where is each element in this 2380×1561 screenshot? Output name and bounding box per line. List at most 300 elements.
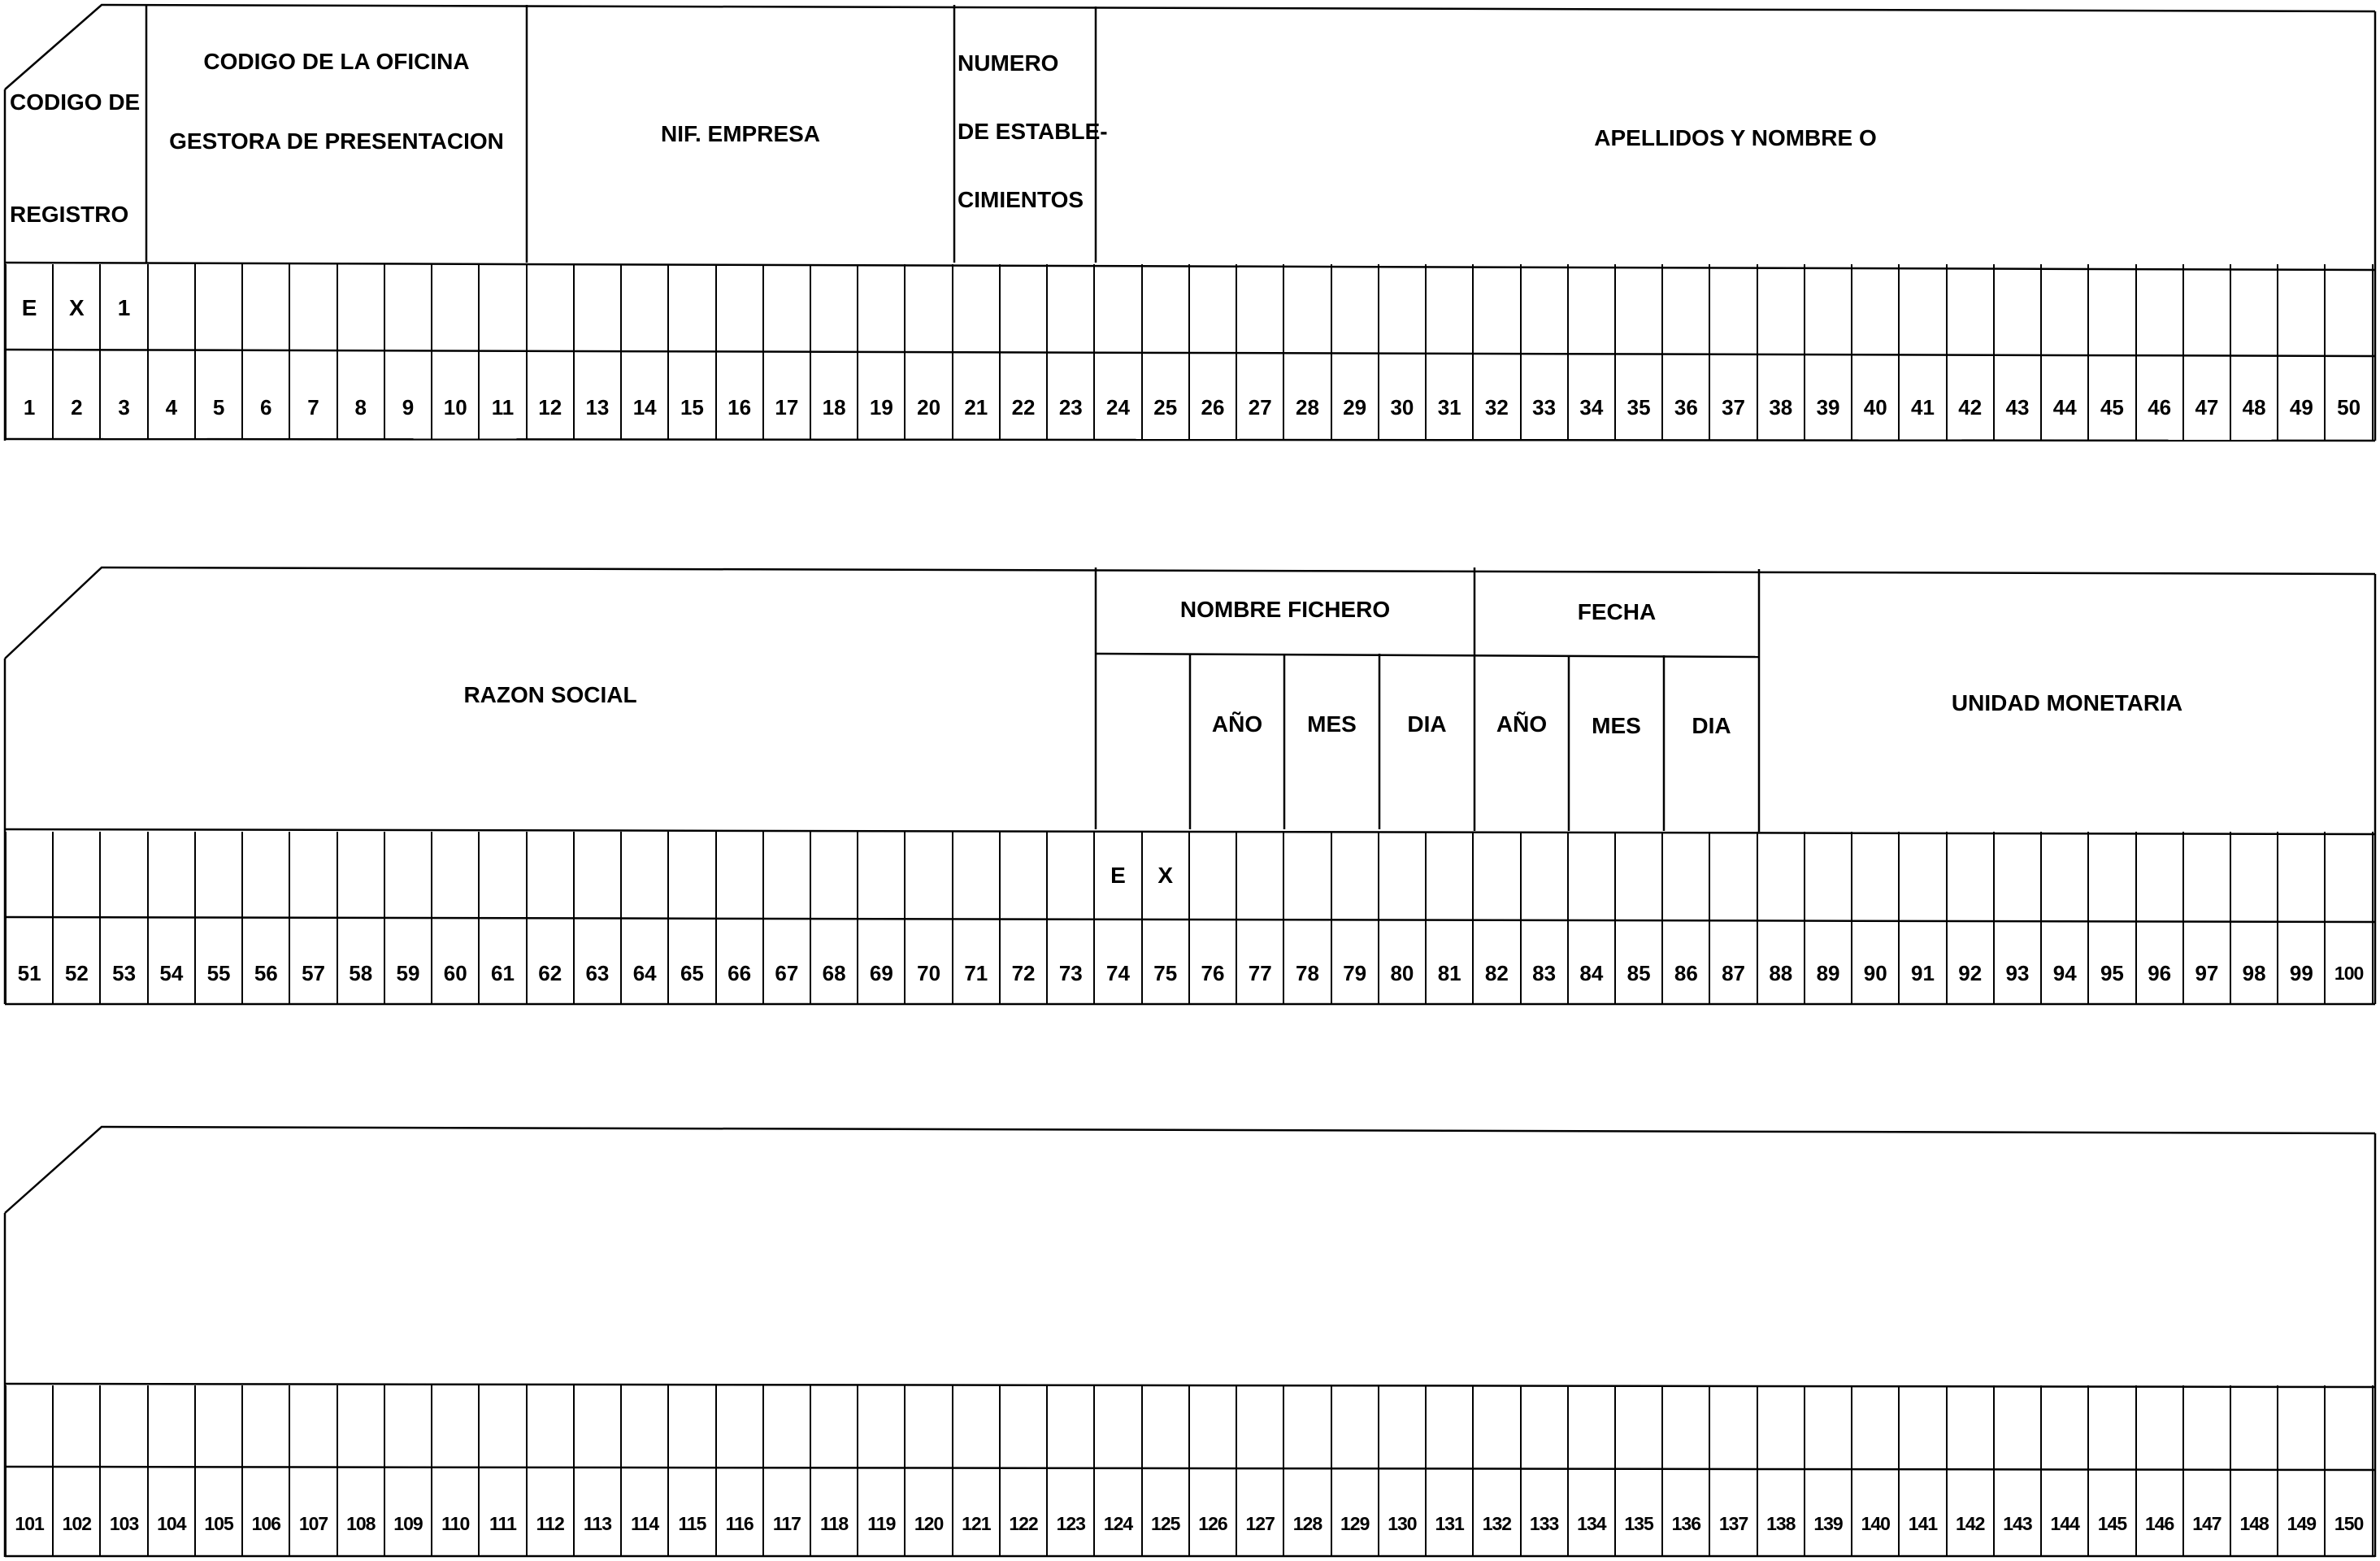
position-number-133: 133 [1520,1468,1567,1556]
position-number-40: 40 [1851,352,1898,440]
position-field-100[interactable] [2324,832,2373,920]
position-number-124: 124 [1093,1468,1140,1556]
position-field-149[interactable] [2277,1385,2324,1468]
position-field-24[interactable] [1093,264,1140,352]
position-field-105[interactable] [194,1385,241,1468]
position-number-6: 6 [241,352,289,440]
position-field-59[interactable] [384,832,431,920]
position-number-46: 46 [2135,352,2182,440]
position-number-130: 130 [1378,1468,1425,1556]
block-1-value-row [5,264,2373,352]
position-field-148[interactable] [2230,1385,2277,1468]
position-number-67: 67 [762,920,810,1004]
block-3-value-row [5,1385,2373,1468]
position-field-117[interactable] [762,1385,810,1468]
position-field-107[interactable] [289,1385,336,1468]
position-number-136: 136 [1661,1468,1709,1556]
position-number-106: 106 [241,1468,289,1556]
position-field-127[interactable] [1236,1385,1283,1468]
position-number-2: 2 [52,352,99,440]
position-field-22[interactable] [999,264,1046,352]
position-number-115: 115 [667,1468,714,1556]
apellidos-header: APELLIDOS Y NOMBRE O [1594,124,1877,150]
position-number-5: 5 [194,352,241,440]
position-field-85[interactable] [1614,832,1661,920]
position-number-139: 139 [1804,1468,1851,1556]
position-number-47: 47 [2182,352,2230,440]
position-field-43[interactable] [1993,264,2040,352]
position-field-143[interactable] [1993,1385,2040,1468]
position-field-41[interactable] [1898,264,1945,352]
position-number-73: 73 [1046,920,1093,1004]
position-number-93: 93 [1993,920,2040,1004]
position-field-86[interactable] [1661,832,1709,920]
position-field-74[interactable] [1093,832,1140,920]
position-number-16: 16 [715,352,762,440]
position-field-71[interactable] [952,832,999,920]
position-number-52: 52 [52,920,99,1004]
position-field-53[interactable] [99,832,146,920]
position-field-7[interactable] [289,264,336,352]
position-number-145: 145 [2087,1468,2135,1556]
position-number-142: 142 [1946,1468,1993,1556]
codigo-oficina-line2: GESTORA DE PRESENTACION [169,128,504,154]
position-number-64: 64 [620,920,667,1004]
position-number-21: 21 [952,352,999,440]
position-field-67[interactable] [762,832,810,920]
position-field-48[interactable] [2230,264,2277,352]
position-number-135: 135 [1614,1468,1661,1556]
position-field-70[interactable] [904,832,951,920]
position-number-39: 39 [1804,352,1851,440]
codigo-registro-line2: REGISTRO [10,201,129,227]
position-field-108[interactable] [337,1385,384,1468]
position-field-52[interactable] [52,832,99,920]
position-number-77: 77 [1236,920,1283,1004]
position-field-118[interactable] [810,1385,857,1468]
position-field-18[interactable] [810,264,857,352]
position-number-31: 31 [1425,352,1472,440]
position-number-95: 95 [2087,920,2135,1004]
position-field-65[interactable] [667,832,714,920]
position-number-55: 55 [194,920,241,1004]
prefilled-value-2: X [69,295,85,320]
position-field-126[interactable] [1188,1385,1236,1468]
position-field-93[interactable] [1993,832,2040,920]
position-field-137[interactable] [1709,1385,1756,1468]
position-field-47[interactable] [2182,264,2230,352]
position-field-12[interactable] [526,264,573,352]
record-block-1 [0,0,2380,455]
position-field-77[interactable] [1236,832,1283,920]
position-number-23: 23 [1046,352,1093,440]
position-number-54: 54 [147,920,194,1004]
position-field-101[interactable] [5,1385,52,1468]
position-field-57[interactable] [289,832,336,920]
position-number-147: 147 [2182,1468,2230,1556]
position-field-88[interactable] [1757,832,1804,920]
position-field-150[interactable] [2324,1385,2373,1468]
position-number-143: 143 [1993,1468,2040,1556]
position-field-51[interactable] [5,832,52,920]
position-field-82[interactable] [1472,832,1519,920]
position-field-129[interactable] [1331,1385,1378,1468]
position-number-80: 80 [1378,920,1425,1004]
position-number-149: 149 [2277,1468,2324,1556]
position-field-123[interactable] [1046,1385,1093,1468]
position-field-4[interactable] [147,264,194,352]
position-number-146: 146 [2135,1468,2182,1556]
position-field-26[interactable] [1188,264,1236,352]
position-field-106[interactable] [241,1385,289,1468]
position-field-58[interactable] [337,832,384,920]
position-field-80[interactable] [1378,832,1425,920]
position-number-101: 101 [5,1468,52,1556]
position-field-87[interactable] [1709,832,1756,920]
position-field-50[interactable] [2324,264,2373,352]
position-number-76: 76 [1188,920,1236,1004]
position-number-44: 44 [2040,352,2087,440]
position-number-59: 59 [384,920,431,1004]
position-field-102[interactable] [52,1385,99,1468]
position-field-96[interactable] [2135,832,2182,920]
nombre-fichero-header: NOMBRE FICHERO [1179,596,1391,622]
position-field-110[interactable] [431,1385,478,1468]
position-field-136[interactable] [1661,1385,1709,1468]
position-field-138[interactable] [1757,1385,1804,1468]
position-number-42: 42 [1946,352,1993,440]
position-field-124[interactable] [1093,1385,1140,1468]
position-field-141[interactable] [1898,1385,1945,1468]
position-field-115[interactable] [667,1385,714,1468]
position-number-112: 112 [526,1468,573,1556]
position-number-38: 38 [1757,352,1804,440]
position-number-117: 117 [762,1468,810,1556]
position-field-2[interactable] [52,264,99,352]
position-field-35[interactable] [1614,264,1661,352]
position-number-27: 27 [1236,352,1283,440]
position-number-19: 19 [857,352,904,440]
position-number-62: 62 [526,920,573,1004]
position-field-92[interactable] [1946,832,1993,920]
position-number-18: 18 [810,352,857,440]
position-number-98: 98 [2230,920,2277,1004]
position-field-39[interactable] [1804,264,1851,352]
position-number-88: 88 [1757,920,1804,1004]
position-field-56[interactable] [241,832,289,920]
position-number-122: 122 [999,1468,1046,1556]
position-field-14[interactable] [620,264,667,352]
position-field-94[interactable] [2040,832,2087,920]
position-number-15: 15 [667,352,714,440]
position-field-134[interactable] [1567,1385,1614,1468]
position-number-81: 81 [1425,920,1472,1004]
position-number-68: 68 [810,920,857,1004]
position-field-44[interactable] [2040,264,2087,352]
fecha-anio: AÑO [1496,711,1548,737]
position-field-64[interactable] [620,832,667,920]
block-2-value-row [5,832,2373,920]
fecha-header: FECHA [1577,598,1657,624]
position-field-109[interactable] [384,1385,431,1468]
position-field-13[interactable] [573,264,620,352]
nif-empresa-header: NIF. EMPRESA [660,120,821,146]
position-field-45[interactable] [2087,264,2135,352]
position-field-76[interactable] [1188,832,1236,920]
position-field-73[interactable] [1046,832,1093,920]
position-field-20[interactable] [904,264,951,352]
position-number-58: 58 [337,920,384,1004]
position-number-83: 83 [1520,920,1567,1004]
position-field-119[interactable] [857,1385,904,1468]
position-field-122[interactable] [999,1385,1046,1468]
position-number-100: 100 [2324,920,2373,1004]
position-number-3: 3 [99,352,146,440]
position-number-8: 8 [337,352,384,440]
position-field-63[interactable] [573,832,620,920]
nombre-fichero-dia: DIA [1407,711,1447,737]
position-number-87: 87 [1709,920,1756,1004]
position-field-54[interactable] [147,832,194,920]
position-number-33: 33 [1520,352,1567,440]
position-field-49[interactable] [2277,264,2324,352]
position-number-25: 25 [1141,352,1188,440]
codigo-registro-header [10,89,146,228]
position-field-113[interactable] [573,1385,620,1468]
position-field-5[interactable] [194,264,241,352]
codigo-registro-line1: CODIGO DE [10,89,141,115]
position-field-8[interactable] [337,264,384,352]
position-number-56: 56 [241,920,289,1004]
position-number-66: 66 [715,920,762,1004]
position-field-112[interactable] [526,1385,573,1468]
fecha-dia: DIA [1692,712,1731,738]
position-number-36: 36 [1661,352,1709,440]
position-number-141: 141 [1898,1468,1945,1556]
position-number-105: 105 [194,1468,241,1556]
position-number-53: 53 [99,920,146,1004]
position-field-139[interactable] [1804,1385,1851,1468]
position-number-20: 20 [904,352,951,440]
position-number-129: 129 [1331,1468,1378,1556]
block-3-number-row [5,1468,2373,1556]
position-field-16[interactable] [715,264,762,352]
position-field-116[interactable] [715,1385,762,1468]
position-field-111[interactable] [478,1385,525,1468]
position-number-41: 41 [1898,352,1945,440]
position-field-83[interactable] [1520,832,1567,920]
position-field-147[interactable] [2182,1385,2230,1468]
position-field-128[interactable] [1283,1385,1330,1468]
position-field-120[interactable] [904,1385,951,1468]
position-field-84[interactable] [1567,832,1614,920]
position-field-78[interactable] [1283,832,1330,920]
unidad-monetaria-header: UNIDAD MONETARIA [1951,689,2183,715]
position-number-90: 90 [1851,920,1898,1004]
position-number-107: 107 [289,1468,336,1556]
position-field-40[interactable] [1851,264,1898,352]
position-field-91[interactable] [1898,832,1945,920]
position-field-142[interactable] [1946,1385,1993,1468]
position-number-119: 119 [857,1468,904,1556]
position-number-94: 94 [2040,920,2087,1004]
position-field-36[interactable] [1661,264,1709,352]
position-number-150: 150 [2324,1468,2373,1556]
razon-social-header: RAZON SOCIAL [463,681,637,707]
position-number-69: 69 [857,920,904,1004]
position-field-23[interactable] [1046,264,1093,352]
position-number-48: 48 [2230,352,2277,440]
nombre-fichero-anio: AÑO [1211,711,1263,737]
position-number-128: 128 [1283,1468,1330,1556]
position-field-131[interactable] [1425,1385,1472,1468]
position-number-96: 96 [2135,920,2182,1004]
position-field-1[interactable] [5,264,52,352]
position-field-38[interactable] [1757,264,1804,352]
fecha-mes: MES [1592,712,1641,738]
position-field-15[interactable] [667,264,714,352]
position-field-98[interactable] [2230,832,2277,920]
position-field-11[interactable] [478,264,525,352]
prefilled-value-75: X [1157,863,1174,888]
position-field-130[interactable] [1378,1385,1425,1468]
position-number-72: 72 [999,920,1046,1004]
position-number-50: 50 [2324,352,2373,440]
position-field-90[interactable] [1851,832,1898,920]
position-number-120: 120 [904,1468,951,1556]
numero-line3: CIMIENTOS [958,186,1084,212]
position-number-57: 57 [289,920,336,1004]
codigo-oficina-header [146,49,527,154]
position-number-121: 121 [952,1468,999,1556]
position-number-123: 123 [1046,1468,1093,1556]
position-number-71: 71 [952,920,999,1004]
position-field-9[interactable] [384,264,431,352]
position-number-82: 82 [1472,920,1519,1004]
position-field-55[interactable] [194,832,241,920]
position-number-13: 13 [573,352,620,440]
position-number-85: 85 [1614,920,1661,1004]
position-number-35: 35 [1614,352,1661,440]
position-number-104: 104 [147,1468,194,1556]
position-field-133[interactable] [1520,1385,1567,1468]
position-field-29[interactable] [1331,264,1378,352]
position-number-61: 61 [478,920,525,1004]
position-field-17[interactable] [762,264,810,352]
nombre-fichero-mes: MES [1307,711,1357,737]
position-field-19[interactable] [857,264,904,352]
position-field-33[interactable] [1520,264,1567,352]
position-field-75[interactable] [1141,832,1188,920]
position-number-51: 51 [5,920,52,1004]
position-field-146[interactable] [2135,1385,2182,1468]
position-number-97: 97 [2182,920,2230,1004]
position-number-103: 103 [99,1468,146,1556]
position-field-27[interactable] [1236,264,1283,352]
position-number-75: 75 [1141,920,1188,1004]
position-number-37: 37 [1709,352,1756,440]
position-number-134: 134 [1567,1468,1614,1556]
position-field-95[interactable] [2087,832,2135,920]
block-2-number-row [5,920,2373,1004]
position-field-30[interactable] [1378,264,1425,352]
position-number-109: 109 [384,1468,431,1556]
position-field-103[interactable] [99,1385,146,1468]
position-field-61[interactable] [478,832,525,920]
position-field-31[interactable] [1425,264,1472,352]
position-field-3[interactable] [99,264,146,352]
position-field-68[interactable] [810,832,857,920]
position-number-86: 86 [1661,920,1709,1004]
position-number-12: 12 [526,352,573,440]
position-number-108: 108 [337,1468,384,1556]
position-field-104[interactable] [147,1385,194,1468]
position-number-1: 1 [5,352,52,440]
position-field-10[interactable] [431,264,478,352]
position-field-66[interactable] [715,832,762,920]
position-field-25[interactable] [1141,264,1188,352]
position-field-6[interactable] [241,264,289,352]
position-number-7: 7 [289,352,336,440]
position-number-79: 79 [1331,920,1378,1004]
position-number-70: 70 [904,920,951,1004]
position-field-132[interactable] [1472,1385,1519,1468]
position-field-145[interactable] [2087,1385,2135,1468]
position-number-148: 148 [2230,1468,2277,1556]
position-number-14: 14 [620,352,667,440]
position-number-99: 99 [2277,920,2324,1004]
position-number-34: 34 [1567,352,1614,440]
position-field-89[interactable] [1804,832,1851,920]
position-field-97[interactable] [2182,832,2230,920]
position-field-60[interactable] [431,832,478,920]
position-number-63: 63 [573,920,620,1004]
position-field-69[interactable] [857,832,904,920]
position-number-9: 9 [384,352,431,440]
record-block-2 [0,561,2380,1016]
position-number-132: 132 [1472,1468,1519,1556]
position-field-125[interactable] [1141,1385,1188,1468]
position-field-42[interactable] [1946,264,1993,352]
position-field-21[interactable] [952,264,999,352]
position-number-126: 126 [1188,1468,1236,1556]
position-field-99[interactable] [2277,832,2324,920]
position-field-79[interactable] [1331,832,1378,920]
position-number-114: 114 [620,1468,667,1556]
position-field-37[interactable] [1709,264,1756,352]
position-field-140[interactable] [1851,1385,1898,1468]
position-field-34[interactable] [1567,264,1614,352]
position-field-114[interactable] [620,1385,667,1468]
position-number-137: 137 [1709,1468,1756,1556]
position-number-102: 102 [52,1468,99,1556]
position-field-32[interactable] [1472,264,1519,352]
position-field-72[interactable] [999,832,1046,920]
position-field-28[interactable] [1283,264,1330,352]
record-block-3 [0,1122,2380,1561]
block-1-number-row [5,352,2373,440]
position-field-62[interactable] [526,832,573,920]
position-field-144[interactable] [2040,1385,2087,1468]
position-field-46[interactable] [2135,264,2182,352]
position-number-43: 43 [1993,352,2040,440]
position-field-81[interactable] [1425,832,1472,920]
position-field-121[interactable] [952,1385,999,1468]
position-number-78: 78 [1283,920,1330,1004]
position-number-111: 111 [478,1468,525,1556]
position-number-127: 127 [1236,1468,1283,1556]
position-field-135[interactable] [1614,1385,1661,1468]
